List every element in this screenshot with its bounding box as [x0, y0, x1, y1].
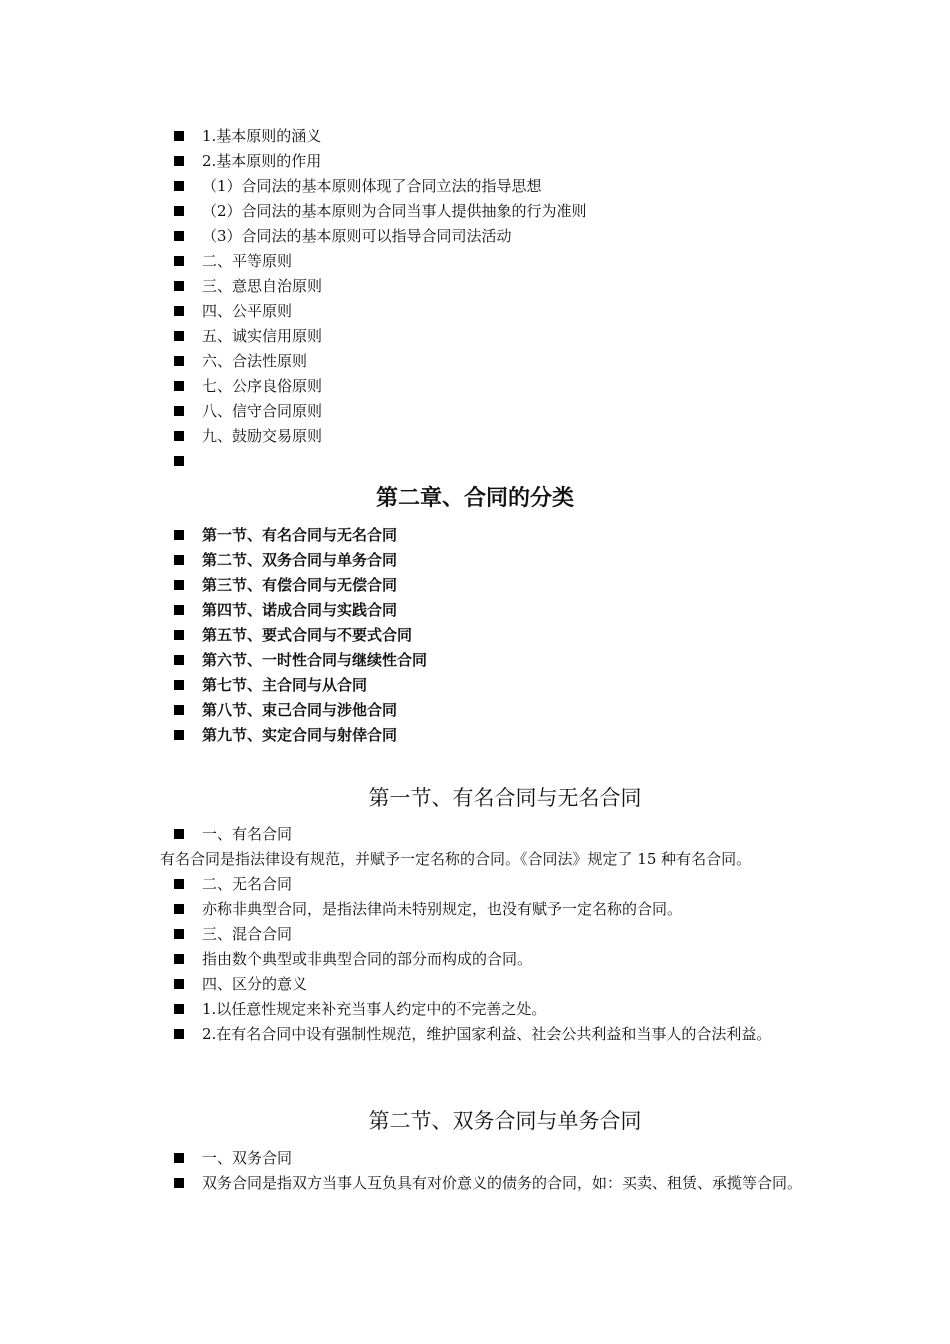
square-bullet-icon [174, 356, 184, 366]
square-bullet-icon [174, 1004, 184, 1014]
square-bullet-icon [174, 281, 184, 291]
square-bullet-icon [174, 605, 184, 615]
square-bullet-icon [174, 1153, 184, 1163]
square-bullet-icon [174, 879, 184, 889]
square-bullet-icon [174, 630, 184, 640]
square-bullet-icon [174, 156, 184, 166]
square-bullet-icon [174, 530, 184, 540]
square-bullet-icon [174, 555, 184, 565]
body-paragraph: 有名合同是指法律设有规范，并赋予一定名称的合同。《合同法》规定了 15 种有名合同。 [160, 850, 752, 868]
square-bullet-icon [174, 979, 184, 989]
square-bullet-icon [174, 680, 184, 690]
square-bullet-icon [174, 580, 184, 590]
square-bullet-icon [174, 954, 184, 964]
square-bullet-icon [174, 181, 184, 191]
square-bullet-icon [174, 431, 184, 441]
square-bullet-icon [174, 131, 184, 141]
square-bullet-icon [174, 406, 184, 416]
square-bullet-icon [174, 256, 184, 266]
chapter-title: 第二章、合同的分类 [375, 486, 574, 511]
square-bullet-icon [174, 1029, 184, 1039]
square-bullet-icon [174, 306, 184, 316]
section-title: 第一节、有名合同与无名合同 [368, 786, 642, 810]
square-bullet-icon [174, 730, 184, 740]
square-bullet-icon [174, 381, 184, 391]
square-bullet-icon [174, 904, 184, 914]
square-bullet-icon [174, 1178, 184, 1188]
square-bullet-icon [174, 829, 184, 839]
section-title: 第二节、双务合同与单务合同 [368, 1109, 642, 1133]
square-bullet-icon [174, 206, 184, 216]
square-bullet-icon [174, 456, 184, 466]
square-bullet-icon [174, 231, 184, 241]
square-bullet-icon [174, 331, 184, 341]
document-page: 1.基本原则的涵义 2.基本原则的作用 （1）合同法的基本原则体现了合同立法的指导思想 （2）合同法的基本原则为合同当事人提供抽象的行为准则 （3）合同法的基本原则可以指导合同司法活动 二、平等原则 三、意思自治原则 四、公平原则 五、诚实信用原则 六、合法性原则 七、公序良俗原则 八、信守合同原则 九、鼓励交易原则 第二章、合同的分类 第一节、有名合同与无名合同 第二节、双务合同与单务合同 第三节、有偿合同与无偿合同 第四节、诺成合同与实践合同 第五节、要式合同与不要式合同 第六节、一时性合同与继续性合同 第七节、主合同与从合同 第八节、束己合同与涉他合同 第九节、实定合同与射倖合同 第一节、有名合同与无名合同 一、有名合同 有名合同是指法律设有规范，并赋予一定名称的合同。《合同法》规定了 15 种有名合同。 二、无名合同 亦称非典型合同，是指法律尚未特别规定，也没有赋予一定名称的合同。 三、混合合同 指由数个典型或非典型合同的部分而构成的合同。 四、区分的意义 1.以任意性规定来补充当事人约定中的不完善之处。 2.在有名合同中设有强制性规范，维护国家利益、社会公共利益和当事人的合法利益。 第二节、双务合同与单务合同 一、双务合同 双务合同是指双方当事人互负具有对价意义的债务的合同，如：买卖、租赁、承揽等合同。 [0, 0, 950, 1344]
square-bullet-icon [174, 929, 184, 939]
square-bullet-icon [174, 655, 184, 665]
square-bullet-icon [174, 705, 184, 715]
